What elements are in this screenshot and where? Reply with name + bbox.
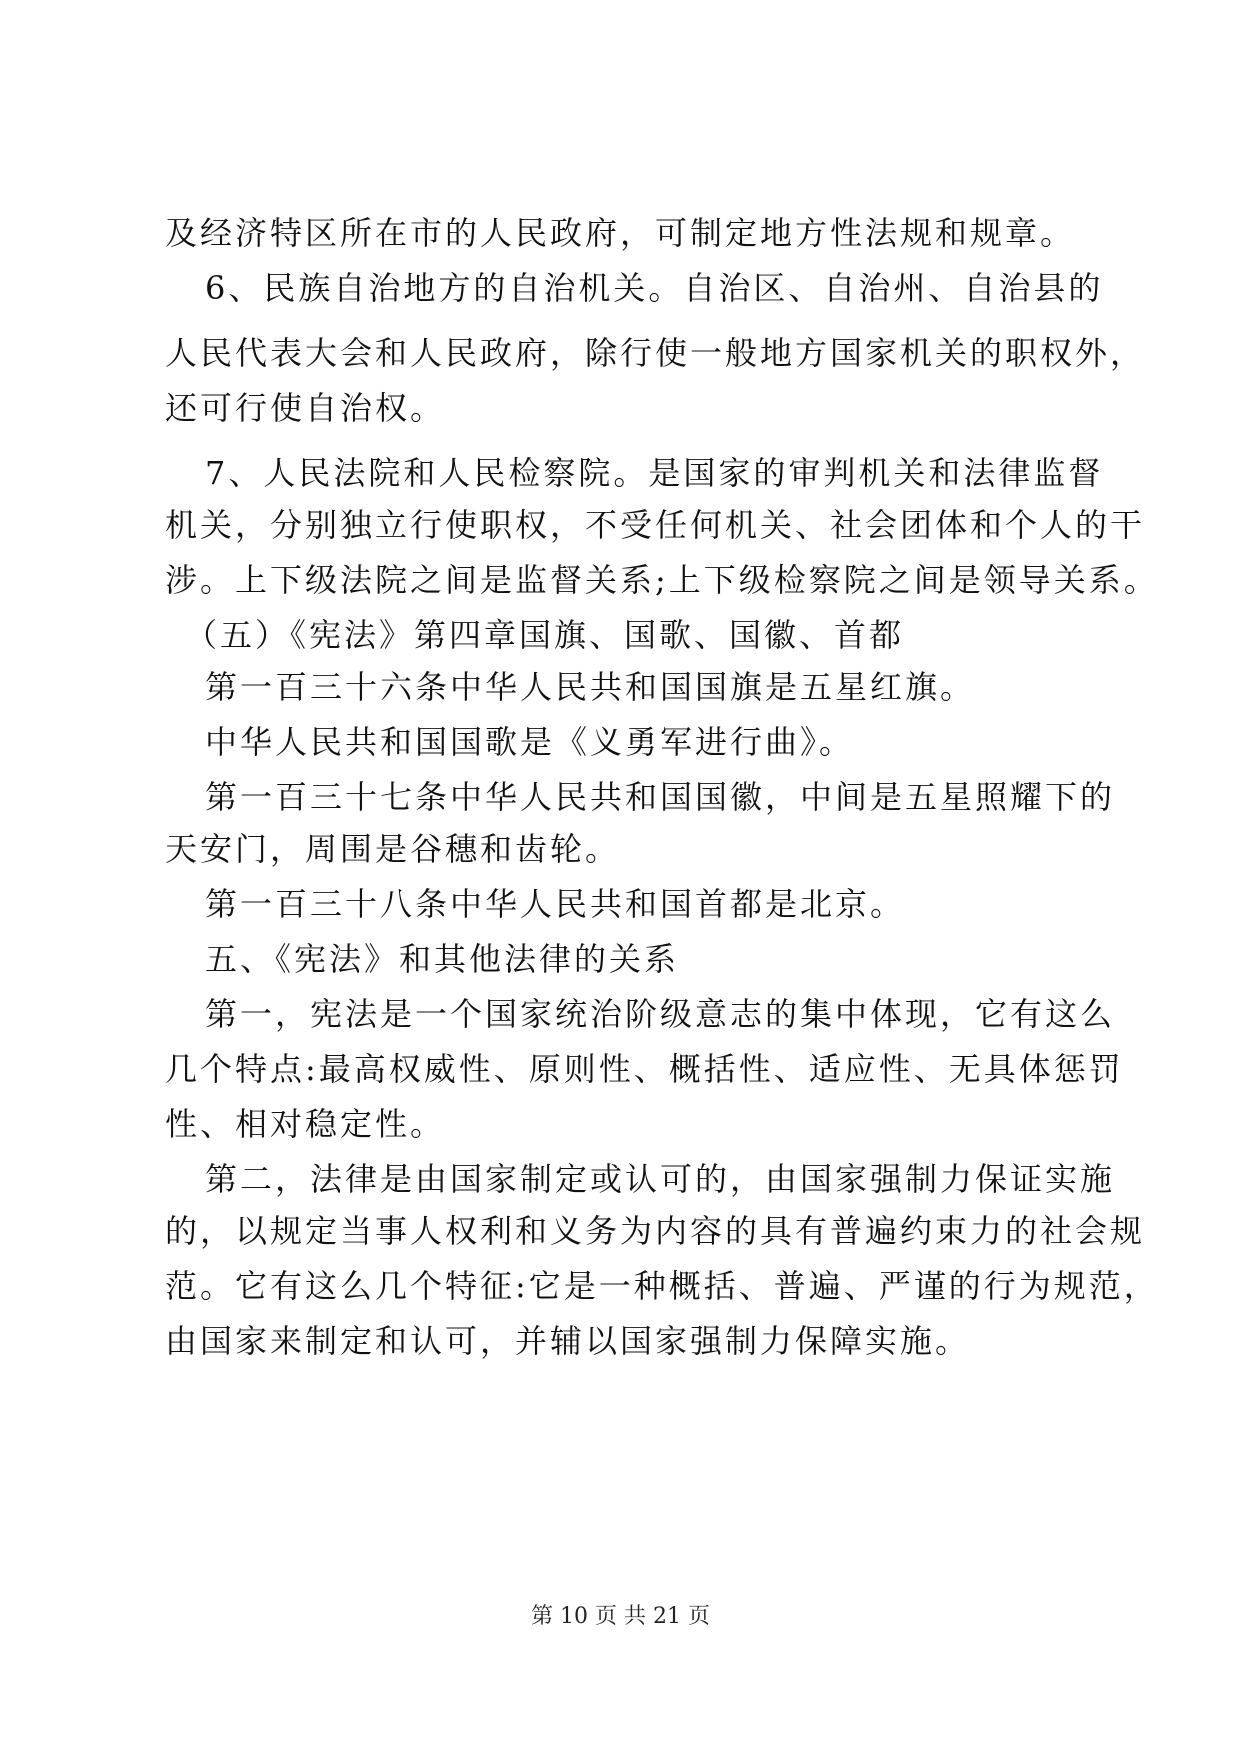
- text-line-20: 范。它有这么几个特征:它是一种概括、普遍、严谨的行为规范，: [165, 1267, 1159, 1305]
- text-line-4: 还可行使自治权。: [165, 389, 446, 427]
- text-line-17: 性、相对稳定性。: [165, 1105, 446, 1143]
- text-line-8: （五）《宪法》第四章国旗、国歌、国徽、首都: [185, 616, 905, 654]
- text-line-21: 由国家来制定和认可，并辅以国家强制力保障实施。: [165, 1322, 971, 1360]
- text-line-5: 7、人民法院和人民检察院。是国家的审判机关和法律监督: [205, 454, 1104, 492]
- text-line-18: 第二，法律是由国家制定或认可的，由国家强制力保证实施: [205, 1160, 1116, 1198]
- page-number-footer: 第 10 页 共 21 页: [531, 1604, 710, 1629]
- text-line-19: 的，以规定当事人权利和义务为内容的具有普遍约束力的社会规: [165, 1212, 1146, 1250]
- text-line-13: 第一百三十八条中华人民共和国首都是北京。: [205, 885, 906, 923]
- text-line-7: 涉。上下级法院之间是监督关系;上下级检察院之间是领导关系。: [165, 561, 1159, 599]
- text-line-6: 机关，分别独立行使职权，不受任何机关、社会团体和个人的干: [165, 506, 1146, 544]
- text-line-16: 几个特点:最高权威性、原则性、概括性、适应性、无具体惩罚: [165, 1050, 1124, 1088]
- text-line-11: 第一百三十七条中华人民共和国国徽，中间是五星照耀下的: [205, 778, 1116, 816]
- text-line-12: 天安门，周围是谷穗和齿轮。: [165, 830, 621, 868]
- text-line-2: 6、民族自治地方的自治机关。自治区、自治州、自治县的: [205, 269, 1104, 307]
- text-line-15: 第一，宪法是一个国家统治阶级意志的集中体现，它有这么: [205, 995, 1116, 1033]
- text-line-10: 中华人民共和国国歌是《义勇军进行曲》。: [205, 723, 855, 761]
- text-line-14: 五、《宪法》和其他法律的关系: [205, 940, 680, 978]
- text-line-3: 人民代表大会和人民政府，除行使一般地方国家机关的职权外，: [165, 334, 1146, 372]
- text-line-9: 第一百三十六条中华人民共和国国旗是五星红旗。: [205, 668, 976, 706]
- text-line-1: 及经济特区所在市的人民政府，可制定地方性法规和规章。: [165, 214, 1076, 252]
